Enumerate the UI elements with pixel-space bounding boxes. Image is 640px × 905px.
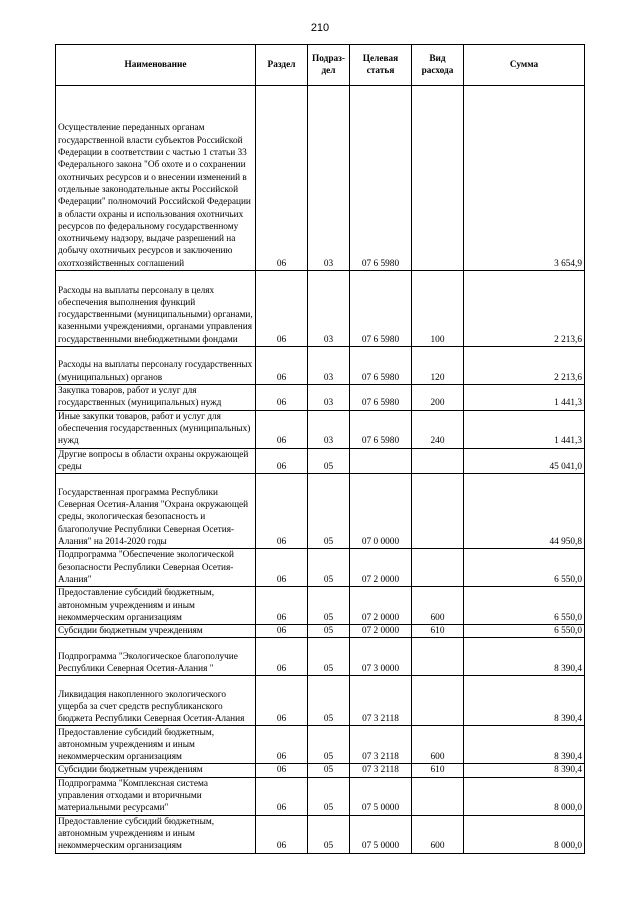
row-subsection: 05 xyxy=(308,448,350,474)
row-section: 06 xyxy=(256,271,308,347)
row-name: Расходы на выплаты персоналу государственных (муниципальных) органов xyxy=(56,347,256,385)
row-amount: 1 441,3 xyxy=(464,410,585,448)
row-target: 07 5 0000 xyxy=(350,777,412,815)
row-section: 06 xyxy=(256,587,308,625)
row-subsection: 03 xyxy=(308,86,350,271)
row-target: 07 3 2118 xyxy=(350,764,412,777)
row-expense-type: 240 xyxy=(412,410,464,448)
row-subsection: 05 xyxy=(308,549,350,587)
row-expense-type: 600 xyxy=(412,726,464,764)
table-row xyxy=(56,448,585,474)
row-name: Подпрограмма "Обеспечение экологической безопасности Республики Северная Осетия-Алания" xyxy=(56,549,256,587)
row-name: Подпрограмма "Экологическое благополучие Республики Северная Осетия-Алания " xyxy=(56,638,256,676)
row-target: 07 2 0000 xyxy=(350,587,412,625)
table-row xyxy=(56,410,585,448)
row-target: 07 2 0000 xyxy=(350,625,412,638)
table-row xyxy=(56,86,585,271)
row-expense-type xyxy=(412,676,464,726)
row-amount: 45 041,0 xyxy=(464,448,585,474)
table-row xyxy=(56,625,585,638)
row-name: Ликвидация накопленного экологического ущерба за счет средств республиканского бюджета Республики Северная Осетия-Алания xyxy=(56,676,256,726)
header-target: Целевая статья xyxy=(350,45,412,86)
row-section: 06 xyxy=(256,410,308,448)
row-name: Иные закупки товаров, работ и услуг для обеспечения государственных (муниципальных) нужд xyxy=(56,410,256,448)
row-expense-type: 600 xyxy=(412,815,464,853)
row-target: 07 2 0000 xyxy=(350,549,412,587)
table-row xyxy=(56,587,585,625)
row-section: 06 xyxy=(256,86,308,271)
row-target: 07 3 2118 xyxy=(350,726,412,764)
row-target: 07 6 5980 xyxy=(350,410,412,448)
page-number: 210 xyxy=(310,22,330,34)
row-amount: 44 950,8 xyxy=(464,474,585,549)
table-row xyxy=(56,638,585,676)
row-expense-type: 200 xyxy=(412,385,464,411)
row-amount: 8 000,0 xyxy=(464,815,585,853)
header-name: Наименование xyxy=(56,45,256,86)
table-row xyxy=(56,549,585,587)
table-row xyxy=(56,271,585,347)
row-section: 06 xyxy=(256,474,308,549)
row-amount: 6 550,0 xyxy=(464,625,585,638)
table-row xyxy=(56,385,585,411)
row-amount: 6 550,0 xyxy=(464,549,585,587)
row-name: Закупка товаров, работ и услуг для государственных (муниципальных) нужд xyxy=(56,385,256,411)
row-expense-type: 600 xyxy=(412,587,464,625)
row-target: 07 3 2118 xyxy=(350,676,412,726)
row-section: 06 xyxy=(256,764,308,777)
row-name: Предоставление субсидий бюджетным, автономным учреждениям и иным некоммерческим организациям xyxy=(56,815,256,853)
row-expense-type: 100 xyxy=(412,271,464,347)
header-amount: Сумма xyxy=(464,45,585,86)
row-section: 06 xyxy=(256,777,308,815)
row-amount: 8 000,0 xyxy=(464,777,585,815)
table-row xyxy=(56,777,585,815)
row-amount: 6 550,0 xyxy=(464,587,585,625)
row-section: 06 xyxy=(256,638,308,676)
row-target: 07 6 5980 xyxy=(350,385,412,411)
row-section: 06 xyxy=(256,676,308,726)
row-subsection: 05 xyxy=(308,587,350,625)
row-amount: 8 390,4 xyxy=(464,676,585,726)
row-expense-type: 610 xyxy=(412,764,464,777)
row-subsection: 05 xyxy=(308,474,350,549)
row-name: Субсидии бюджетным учреждениям xyxy=(56,764,256,777)
table-row xyxy=(56,815,585,853)
table-row xyxy=(56,726,585,764)
row-amount: 2 213,6 xyxy=(464,347,585,385)
row-amount: 8 390,4 xyxy=(464,638,585,676)
row-name: Подпрограмма "Комплексная система управления отходами и вторичными материальными ресурсами" xyxy=(56,777,256,815)
row-target: 07 6 5980 xyxy=(350,271,412,347)
row-amount: 8 390,4 xyxy=(464,764,585,777)
row-subsection: 03 xyxy=(308,410,350,448)
row-name: Другие вопросы в области охраны окружающей среды xyxy=(56,448,256,474)
row-amount: 2 213,6 xyxy=(464,271,585,347)
row-section: 06 xyxy=(256,448,308,474)
row-section: 06 xyxy=(256,625,308,638)
row-subsection: 05 xyxy=(308,764,350,777)
header-subsection: Подраз-дел xyxy=(308,45,350,86)
row-subsection: 03 xyxy=(308,347,350,385)
row-expense-type xyxy=(412,448,464,474)
row-name: Государственная программа Республики Северная Осетия-Алания "Охрана окружающей среды, экологическая безопасность и благополучие Республики Северная Осетия-Алания" на 2014-2020 годы xyxy=(56,474,256,549)
budget-table xyxy=(55,44,585,854)
row-expense-type: 610 xyxy=(412,625,464,638)
row-expense-type xyxy=(412,474,464,549)
row-subsection: 05 xyxy=(308,638,350,676)
row-expense-type xyxy=(412,549,464,587)
row-expense-type xyxy=(412,638,464,676)
row-amount: 1 441,3 xyxy=(464,385,585,411)
row-subsection: 05 xyxy=(308,676,350,726)
row-subsection: 05 xyxy=(308,726,350,764)
row-section: 06 xyxy=(256,549,308,587)
row-name: Предоставление субсидий бюджетным, автономным учреждениям и иным некоммерческим организациям xyxy=(56,587,256,625)
table-row xyxy=(56,474,585,549)
header-section: Раздел xyxy=(256,45,308,86)
row-section: 06 xyxy=(256,347,308,385)
row-subsection: 05 xyxy=(308,777,350,815)
row-name: Субсидии бюджетным учреждениям xyxy=(56,625,256,638)
table-row xyxy=(56,676,585,726)
row-target: 07 3 0000 xyxy=(350,638,412,676)
row-section: 06 xyxy=(256,385,308,411)
header-expense-type: Вид расхода xyxy=(412,45,464,86)
row-name: Осуществление переданных органам государственной власти субъектов Российской Федерации в соответствии с частью 1 статьи 33 Федерального закона "Об охоте и о сохранении охотничьих ресурсов и о внесении изменений в отдельные законодательные акты Российской Федерации" полномочий Российской Федерации в области охраны и использования охотничьих ресурсов по федеральному государственному охотничьему надзору, выдаче разрешений на добычу охотничьих ресурсов и заключению охотхозяйственных соглашений xyxy=(56,86,256,271)
row-subsection: 03 xyxy=(308,271,350,347)
row-subsection: 05 xyxy=(308,625,350,638)
row-section: 06 xyxy=(256,726,308,764)
row-subsection: 05 xyxy=(308,815,350,853)
table-row xyxy=(56,764,585,777)
row-expense-type xyxy=(412,86,464,271)
row-expense-type: 120 xyxy=(412,347,464,385)
row-subsection: 03 xyxy=(308,385,350,411)
row-target: 07 0 0000 xyxy=(350,474,412,549)
row-expense-type xyxy=(412,777,464,815)
row-name: Расходы на выплаты персоналу в целях обеспечения выполнения функций государственными (муниципальными) органами, казенными учреждениями, органами управления государственными внебюджетными фондами xyxy=(56,271,256,347)
row-amount: 8 390,4 xyxy=(464,726,585,764)
row-amount: 3 654,9 xyxy=(464,86,585,271)
row-target xyxy=(350,448,412,474)
row-section: 06 xyxy=(256,815,308,853)
table-row xyxy=(56,347,585,385)
row-target: 07 6 5980 xyxy=(350,347,412,385)
row-target: 07 6 5980 xyxy=(350,86,412,271)
row-name: Предоставление субсидий бюджетным, автономным учреждениям и иным некоммерческим организациям xyxy=(56,726,256,764)
row-target: 07 5 0000 xyxy=(350,815,412,853)
table-header-row xyxy=(56,45,585,86)
